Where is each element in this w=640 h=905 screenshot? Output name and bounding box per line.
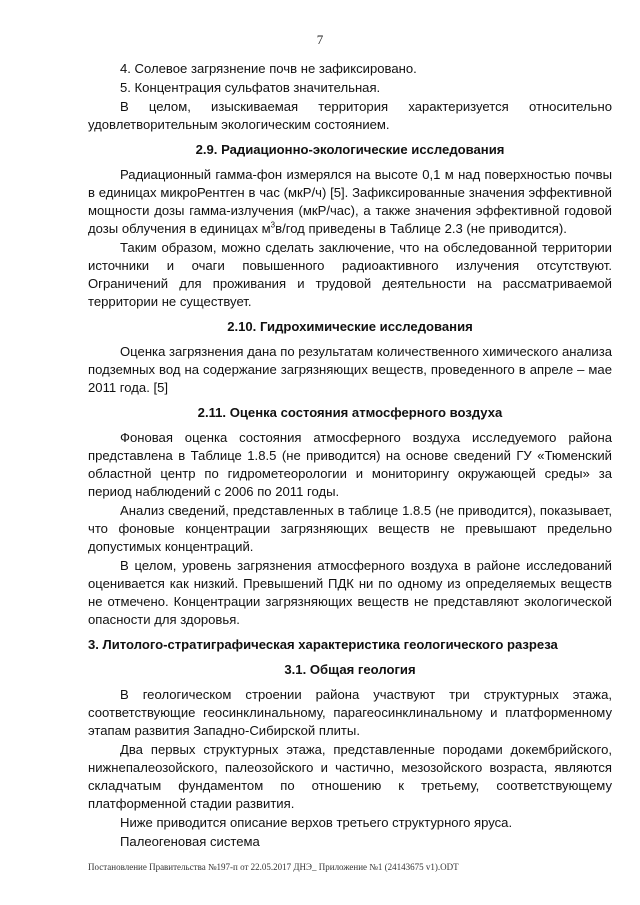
page-number: 7	[316, 32, 324, 47]
document-body	[88, 60, 612, 852]
section-heading-3-1: 3.1. Общая геология	[284, 662, 416, 677]
paragraph: Фоновая оценка состояния атмосферного воздуха исследуемого района представлена в Таблице 1.8.5 (не приводится) на основе сведений ГУ «Тюменский областной центр по гидрометеорологии и мониторингу окружающей среды» за период наблюдений с 2006 по 2011 годы.	[88, 430, 612, 499]
paragraph: В целом, изыскиваемая территория характеризуется относительно удовлетворительным экологическим состоянием.	[88, 99, 612, 132]
section-heading-2-11: 2.11. Оценка состояния атмосферного воздуха	[197, 405, 503, 420]
chapter-heading-3: 3. Литолого-стратиграфическая характеристика геологического разреза	[88, 637, 558, 652]
page-footer: Постановление Правительства №197-п от 22.05.2017 ДНЭ_ Приложение №1 (24143675 v1).ODT	[88, 862, 459, 872]
paragraph: Таким образом, можно сделать заключение, что на обследованной территории источники и очаги повышенного радиоактивного излучения отсутствуют. Ограничений для проживания и трудовой деятельности на рассматриваемой территории не существует.	[88, 240, 612, 309]
section-heading-2-9: 2.9. Радиационно-экологические исследования	[195, 142, 505, 157]
paragraph: В геологическом строении района участвуют три структурных этажа, соответствующие геосинклинальному, парагеосинклинальному и платформенному этапам развития Западно-Сибирской плиты.	[88, 687, 612, 738]
paragraph: В целом, уровень загрязнения атмосферного воздуха в районе исследований оценивается как низкий. Превышений ПДК ни по одному из определяемых веществ не отмечено. Концентрации загрязняющих веществ не представляют экологической опасности для здоровья.	[88, 558, 612, 627]
section-heading-2-10: 2.10. Гидрохимические исследования	[227, 319, 473, 334]
paragraph	[88, 166, 612, 238]
paragraph: Ниже приводится описание верхов третьего структурного яруса.	[120, 815, 513, 830]
list-item: 5. Концентрация сульфатов значительная.	[120, 80, 381, 95]
paragraph-text: Радиационный гамма-фон измерялся на высоте 0,1 м над поверхностью почвы в единицах микроРентген в час (мкР/ч) [5]. Зафиксированные значения эффективной мощности дозы гамма-излучения (мкР/час), а также значения эффективной годовой дозы облучения в единицах м	[88, 167, 612, 236]
paragraph: Анализ сведений, представленных в таблице 1.8.5 (не приводится), показывает, что фоновые концентрации загрязняющих веществ не превышают предельно допустимых концентраций.	[88, 503, 612, 554]
list-item: 4. Солевое загрязнение почв не зафиксировано.	[120, 61, 417, 76]
paragraph: Два первых структурных этажа, представленные породами докембрийского, нижнепалеозойского, палеозойского и частично, мезозойского возраста, являются складчатым фундаментом по отношению к третьему, соответствующему платформенной стадии развития.	[88, 742, 612, 811]
paragraph-text: в/год приведены в Таблице 2.3 (не приводится).	[275, 221, 567, 236]
paragraph: Оценка загрязнения дана по результатам количественного химического анализа подземных вод на содержание загрязняющих веществ, проведенного в апреле – мае 2011 года. [5]	[88, 344, 612, 395]
superscript: 3	[270, 220, 276, 230]
paragraph: Палеогеновая система	[120, 834, 260, 849]
